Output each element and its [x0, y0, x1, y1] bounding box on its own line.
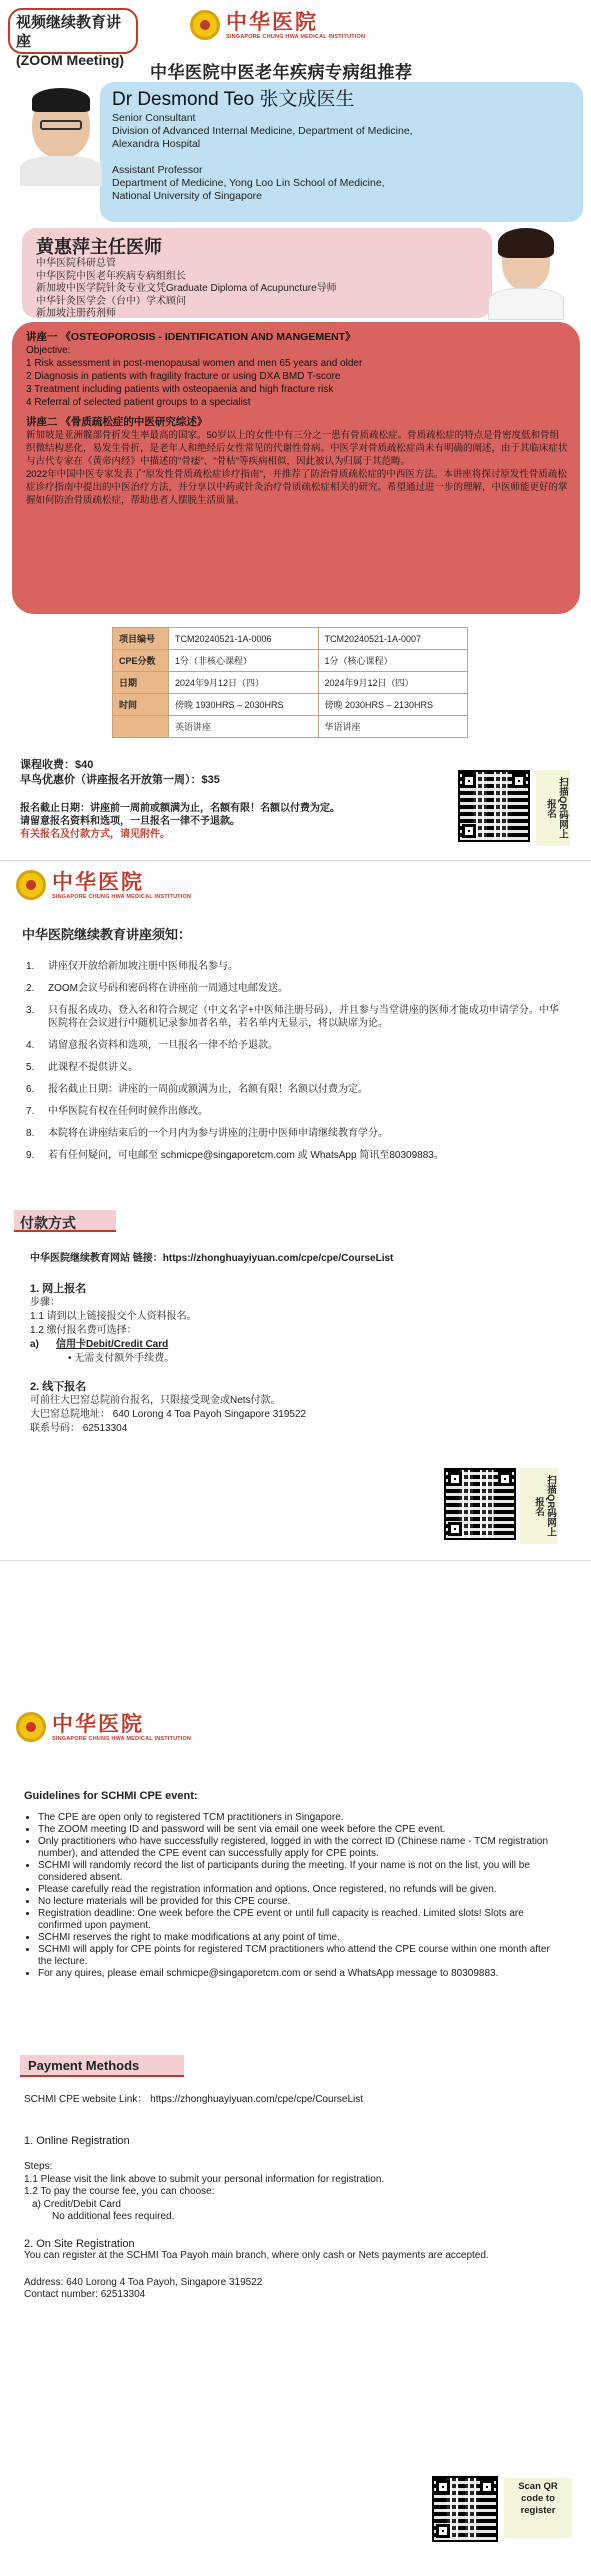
scan-qr-label: Scan QR code to register	[504, 2478, 572, 2538]
list-item: 4. 请留意报名资料和选项，一旦报名一律不给予退款。	[26, 1040, 278, 1051]
cn-card-option: 信用卡Debit/Credit Card	[56, 1339, 169, 1350]
table-cell	[113, 716, 169, 738]
en-notice-list	[26, 1812, 556, 1980]
table-cell: 傍晚 2030HRS – 2130HRS	[318, 694, 468, 716]
table-cell: 1分（核心课程）	[318, 650, 468, 672]
page-title: 中华医院中医老年疾病专病组推荐	[150, 63, 413, 82]
speaker1-name: Dr Desmond Teo 张文成医生	[112, 89, 355, 110]
scan-qr-label: 扫描QR码网上报名	[536, 770, 570, 846]
qr-code-icon[interactable]	[458, 770, 530, 842]
course-fee: 课程收费：$40	[20, 759, 94, 771]
logo-english-name: SINGAPORE CHUNG HWA MEDICAL INSTITUTION	[226, 33, 366, 40]
cn-no-fee: • 无需支付额外手续费。	[68, 1353, 175, 1364]
list-item: • SCHMI reserves the right to make modifications at any point of time.	[38, 1932, 556, 1944]
table-row	[113, 672, 468, 694]
en-offline-text: You can register at the SCHMI Toa Payoh main branch, where only cash or Nets payments are accepted.	[24, 2250, 489, 2261]
en-offline-title: 2. On Site Registration	[24, 2237, 135, 2250]
list-item: • The CPE are open only to registered TCM practitioners in Singapore.	[38, 1812, 556, 1824]
cn-step: 1.2 缴付报名费可选择：	[30, 1325, 137, 1336]
cn-offline-title: 2. 线下报名	[30, 1381, 87, 1393]
table-cell: 华语讲座	[318, 716, 468, 738]
speaker2-line: 新加坡注册药剂师	[36, 308, 116, 319]
cn-payment-title: 付款方式	[14, 1210, 116, 1232]
divider	[0, 860, 591, 861]
list-item: • For any quires, please email schmicpe@singaporetcm.com or send a WhatsApp message to 80309883.	[38, 1968, 556, 1980]
table-cell: 项目编号	[113, 628, 169, 650]
objective-item: 1 Risk assessment in post-menopausal women and men 65 years and older	[26, 358, 363, 369]
speaker1-line: Assistant Professor	[112, 164, 203, 176]
zoom-badge	[8, 8, 138, 68]
speaker1-photo	[20, 86, 102, 186]
speaker2-photo	[488, 226, 564, 320]
en-online-title: 1. Online Registration	[24, 2134, 130, 2147]
lecture2-title: 讲座二 《骨质疏松症的中医研究综述》	[26, 416, 208, 428]
list-item: • No lecture materials will be provided for this CPE course.	[38, 1896, 556, 1908]
en-phone: Contact number: 62513304	[24, 2289, 146, 2300]
list-item: 8. 本院将在讲座结束后的一个月内为参与讲座的注册中医师申请继续教育学分。	[26, 1128, 388, 1139]
badge-line2: (ZOOM Meeting)	[16, 52, 125, 68]
hospital-emblem-icon	[190, 10, 220, 40]
logo-chinese-name: 中华医院	[52, 1710, 144, 1736]
cn-steps-label: 步骤：	[30, 1297, 60, 1308]
lecture2-paragraph: 2022年中国中医专家发表了"原发性骨质疏松症诊疗指南"，并推荐了防治骨质疏松症的中西医方法。本讲座将探讨原发性骨质疏松症诊疗指南中提出的中医治疗方法，并分享以中药或针灸治疗骨质疏松症相关的研究。希望通过进一步的理解，中医师能更好的掌握如何防治骨质疏松症，帮助患者人摆脱生活质量。	[26, 469, 568, 506]
lecture2-paragraph: 新加坡是亚洲髋部骨折发生率最高的国家。50岁以上的女性中有三分之一患有骨质疏松症。骨质疏松症的特点是骨密度低和骨组织微结构恶化，易发生骨折，是老年人和绝经后女性常见的代谢性骨病。中医学对骨质疏松症尚未有明确的阐述，由于其临床症状与古代专家在《黄帝内经》中描述的"骨痿"、"骨枯"等疾病相似，因此被认为归属于其范畴。	[26, 430, 568, 467]
speaker1-line: Senior Consultant	[112, 112, 196, 124]
hospital-emblem-icon	[16, 870, 46, 900]
cpe-table	[112, 627, 468, 738]
list-item: • Please carefully read the registration information and options. Once registered, no refunds will be given.	[38, 1884, 556, 1896]
cn-address: 大巴窑总院地址： 640 Lorong 4 Toa Payoh Singapore 319522	[30, 1409, 307, 1420]
registration-deadline: 报名截止日期：讲座前一周前或额满为止，名额有限！名额以付费为定。	[20, 803, 340, 814]
qr-code-icon[interactable]	[432, 2476, 498, 2542]
early-bird-fee: 早鸟优惠价（讲座报名开放第一周）：$35	[20, 774, 220, 786]
table-row	[113, 650, 468, 672]
table-cell: 日期	[113, 672, 169, 694]
objective-item: 4 Referral of selected patient groups to a specialist	[26, 397, 251, 408]
lecture1-title: 讲座一 《OSTEOPOROSIS - IDENTIFICATION AND MANGEMENT》	[26, 331, 356, 343]
cn-step: 1.1 请到以上链接报交个人资料报名。	[30, 1311, 197, 1322]
logo-chinese-name: 中华医院	[226, 8, 318, 34]
list-item: • The ZOOM meeting ID and password will be sent via email one week before the CPE event.	[38, 1824, 556, 1836]
speaker1-line: Alexandra Hospital	[112, 138, 201, 150]
en-step: 1.2 To pay the course fee, you can choose:	[24, 2186, 215, 2197]
list-item: 6. 报名截止日期：讲座的一周前或额满为止，名额有限！名额以付费为定。	[26, 1084, 368, 1095]
objective-label: Objective:	[26, 345, 71, 356]
logo-english-name: SINGAPORE CHUNG HWA MEDICAL INSTITUTION	[52, 893, 192, 900]
list-item: 2. ZOOM会议号码和密码将在讲座前一周通过电邮发送。	[26, 983, 288, 994]
en-address: Address: 640 Lorong 4 Toa Payoh, Singapore 319522	[24, 2276, 263, 2288]
speaker1-line: Department of Medicine, Yong Loo Lin School of Medicine,	[112, 177, 385, 189]
cn-website-link[interactable]: 中华医院继续教育网站 链接：https://zhonghuayiyuan.com/cpe/cpe/CourseList	[30, 1253, 394, 1264]
speaker2-line: 中华针灸医学会（台中）学术顾问	[36, 295, 186, 307]
cn-online-title: 1. 网上报名	[30, 1283, 87, 1295]
speaker1-line: Division of Advanced Internal Medicine, Department of Medicine,	[112, 125, 413, 137]
speaker2-line: 新加坡中医学院针灸专业文凭Graduate Diploma of Acupuncture导师	[36, 283, 337, 294]
list-item: 3. 只有报名成功、登入名和符合规定（中文名字+中医师注册号码），并且参与当堂讲座的医师才能成功申请学分。中华医院将在会议进行中随机记录参加者名单，若名单内无显示，将以缺席为论。	[26, 1005, 559, 1029]
table-row	[113, 716, 468, 738]
speaker2-name: 黄惠萍主任医师	[36, 237, 162, 257]
table-cell: 英语讲座	[169, 716, 319, 738]
en-step: 1.1 Please visit the link above to submit your personal information for registration.	[24, 2173, 385, 2185]
table-row	[113, 628, 468, 650]
en-website-link[interactable]: SCHMI CPE website Link： https://zhonghuayiyuan.com/cpe/cpe/CourseList	[24, 2094, 364, 2105]
cn-notice-list	[26, 960, 566, 1171]
list-item: • Registration deadline: One week before the CPE event or until full capacity is reached. Limited slots! Slots are confirmed upon payment.	[38, 1908, 556, 1932]
table-row	[113, 694, 468, 716]
speaker1-line: National University of Singapore	[112, 190, 262, 202]
list-item: • SCHMI will apply for CPE points for registered TCM practitioners who attend the CPE course within one month after the lecture.	[38, 1944, 556, 1968]
cn-phone: 联系号码： 62513304	[30, 1423, 128, 1434]
table-cell: CPE分数	[113, 650, 169, 672]
en-card-option: a) Credit/Debit Card	[32, 2198, 121, 2210]
cn-card-label: a)	[30, 1339, 39, 1350]
hospital-logo	[16, 870, 191, 900]
scan-qr-label: 扫描QR码网上报名	[520, 1468, 558, 1544]
objective-item: 3 Treatment including patients with osteopaenia and high fracture risk	[26, 384, 334, 395]
hospital-logo	[16, 1712, 191, 1742]
payment-reference: 有关报名及付款方式，请见附件。	[20, 829, 170, 840]
logo-english-name: SINGAPORE CHUNG HWA MEDICAL INSTITUTION	[52, 1735, 192, 1742]
table-cell: 傍晚 1930HRS – 2030HRS	[169, 694, 319, 716]
speaker2-line: 中华医院科研总管	[36, 258, 116, 269]
cn-notice-title: 中华医院继续教育讲座须知：	[22, 927, 192, 942]
list-item: 9. 若有任何疑问，可电邮至 schmicpe@singaporetcm.com 或 WhatsApp 简讯至80309883。	[26, 1150, 444, 1161]
list-item: 5. 此课程不提供讲义。	[26, 1062, 138, 1073]
hospital-emblem-icon	[16, 1712, 46, 1742]
table-cell: TCM20240521-1A-0006	[169, 628, 319, 650]
list-item: • SCHMI will randomly record the list of participants during the meeting. If your name is not on the list, you will be considered absent.	[38, 1860, 556, 1884]
divider	[0, 1560, 591, 1561]
cn-offline-text: 可前往大巴窑总院前台报名，只限接受现金或Nets付款。	[30, 1395, 281, 1406]
objective-item: 2 Diagnosis in patients with fragility fracture or using DXA BMD T-score	[26, 371, 341, 382]
list-item: 1. 讲座仅开放给新加坡注册中医师报名参与。	[26, 961, 238, 972]
refund-note: 请留意报名资料和选项，一旦报名一律不予退款。	[20, 816, 240, 827]
logo-chinese-name: 中华医院	[52, 868, 144, 894]
en-no-fee: No additional fees required.	[52, 2211, 175, 2222]
en-steps-label: Steps:	[24, 2161, 53, 2172]
table-cell: TCM20240521-1A-0007	[318, 628, 468, 650]
qr-code-icon[interactable]	[444, 1468, 516, 1540]
table-cell: 2024年9月12日（四）	[318, 672, 468, 694]
list-item: • Only practitioners who have successfully registered, logged in with the correct ID (Chinese name - TCM registration number), and attended the CPE event can successfully apply for CPE points.	[38, 1836, 556, 1860]
badge-line1: 视频继续教育讲座	[16, 14, 122, 50]
list-item: 7. 中华医院有权在任何时候作出修改。	[26, 1106, 208, 1117]
table-cell: 时间	[113, 694, 169, 716]
en-payment-title: Payment Methods	[20, 2055, 184, 2077]
hospital-logo	[190, 10, 365, 40]
table-cell: 2024年9月12日（四）	[169, 672, 319, 694]
speaker2-line: 中华医院中医老年疾病专病组组长	[36, 270, 186, 282]
table-cell: 1分（非核心课程）	[169, 650, 319, 672]
en-notice-title: Guidelines for SCHMI CPE event:	[24, 1790, 198, 1802]
